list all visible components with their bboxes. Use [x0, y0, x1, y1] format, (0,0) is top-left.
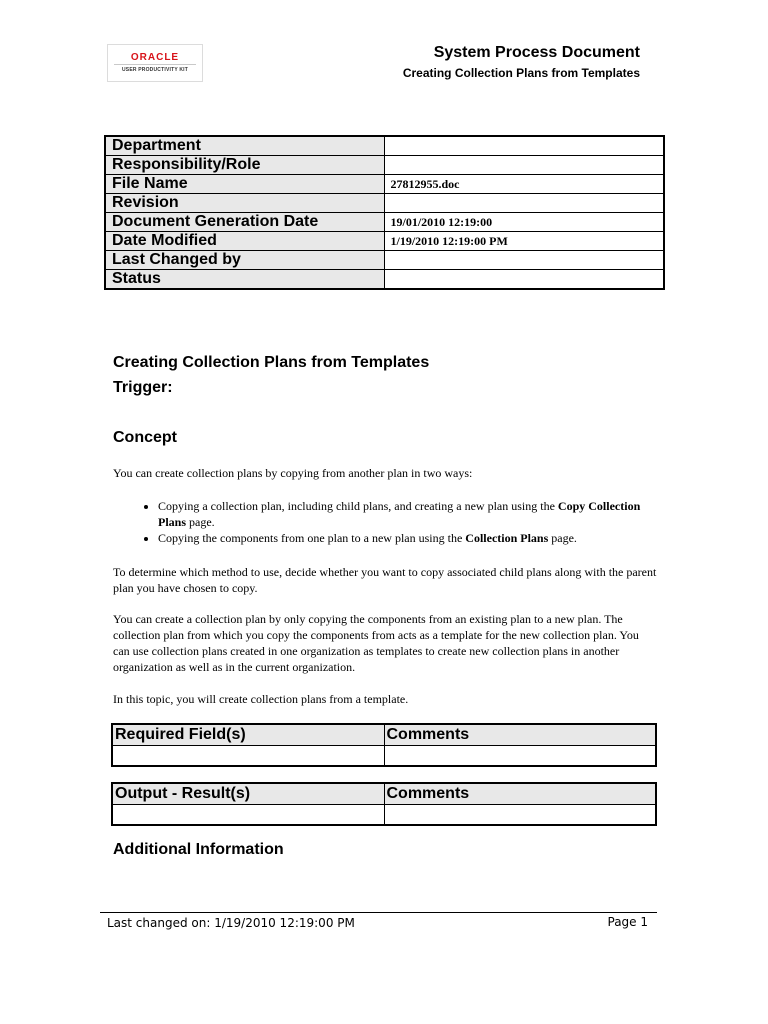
list-item — [158, 530, 658, 546]
table-cell — [112, 745, 384, 766]
meta-value — [384, 136, 664, 156]
bullet-text: Copying a collection plan, including child plans, and creating a new plan using the — [158, 499, 558, 513]
meta-key: Status — [105, 270, 384, 290]
meta-row-date-modified — [105, 232, 664, 251]
output-results-table — [111, 782, 657, 826]
template-paragraph: You can create a collection plan by only copying the components from an existing plan to a new plan. The collection plan from which you copy the components from acts as a template for the new collection plan. You can use collection plans created in one organization as templates to create new collection plans in another organization as well as in the current organization. — [113, 612, 639, 674]
meta-key: Last Changed by — [105, 251, 384, 270]
concept-intro: You can create collection plans by copying from another plan in two ways: — [113, 466, 473, 480]
logo-subtitle: USER PRODUCTIVITY KIT — [121, 67, 189, 73]
meta-value: 19/01/2010 12:19:00 — [384, 213, 664, 232]
required-fields-table — [111, 723, 657, 767]
meta-row-status — [105, 270, 664, 290]
meta-key: Department — [105, 136, 384, 156]
method-paragraph: To determine which method to use, decide whether you want to copy associated child plans along with the parent plan you have chosen to copy. — [113, 565, 657, 595]
required-fields-header: Required Field(s) — [112, 724, 384, 745]
table-header-row — [112, 724, 656, 745]
comments-header: Comments — [384, 724, 656, 745]
copy-collection-plans-page-label: Copy Collection Plans — [158, 499, 641, 529]
table-cell — [384, 745, 656, 766]
bullet-text: page. — [186, 515, 215, 529]
list-item — [158, 498, 658, 530]
meta-row-generation-date — [105, 213, 664, 232]
meta-row-revision — [105, 194, 664, 213]
additional-information-heading: Additional Information — [113, 841, 284, 858]
bullet-text: page. — [548, 531, 577, 545]
trigger-heading: Trigger: — [113, 379, 173, 396]
meta-key: File Name — [105, 175, 384, 194]
comments-header: Comments — [384, 783, 656, 804]
meta-key: Document Generation Date — [105, 213, 384, 232]
footer-divider — [100, 912, 657, 913]
meta-value — [384, 251, 664, 270]
meta-value: 1/19/2010 12:19:00 PM — [384, 232, 664, 251]
document-metadata-table — [104, 135, 665, 290]
meta-row-last-changed-by — [105, 251, 664, 270]
table-cell — [384, 804, 656, 825]
document-header-subtitle: Creating Collection Plans from Templates — [402, 66, 640, 80]
oracle-upk-logo — [107, 44, 203, 82]
meta-value — [384, 270, 664, 290]
footer-last-changed: Last changed on: 1/19/2010 12:19:00 PM — [107, 916, 355, 930]
meta-value: 27812955.doc — [384, 175, 664, 194]
topic-paragraph: In this topic, you will create collection plans from a template. — [113, 692, 409, 706]
meta-row-department — [105, 136, 664, 156]
logo-divider — [114, 64, 196, 65]
table-header-row — [112, 783, 656, 804]
meta-key: Responsibility/Role — [105, 156, 384, 175]
collection-plans-page-label: Collection Plans — [465, 531, 549, 545]
meta-row-file-name — [105, 175, 664, 194]
meta-key: Revision — [105, 194, 384, 213]
meta-value — [384, 156, 664, 175]
bullet-text: Copying the components from one plan to a new plan using the — [158, 531, 466, 545]
meta-value — [384, 194, 664, 213]
copy-methods-list — [113, 498, 658, 546]
output-results-header: Output - Result(s) — [112, 783, 384, 804]
table-row — [112, 745, 656, 766]
meta-key: Date Modified — [105, 232, 384, 251]
document-header-title: System Process Document — [433, 44, 640, 61]
logo-brand: ORACLE — [130, 52, 180, 63]
section-title: Creating Collection Plans from Templates — [113, 354, 430, 371]
meta-row-responsibility — [105, 156, 664, 175]
footer-page-number: Page 1 — [607, 915, 648, 929]
table-row — [112, 804, 656, 825]
table-cell — [112, 804, 384, 825]
concept-heading: Concept — [113, 429, 177, 446]
